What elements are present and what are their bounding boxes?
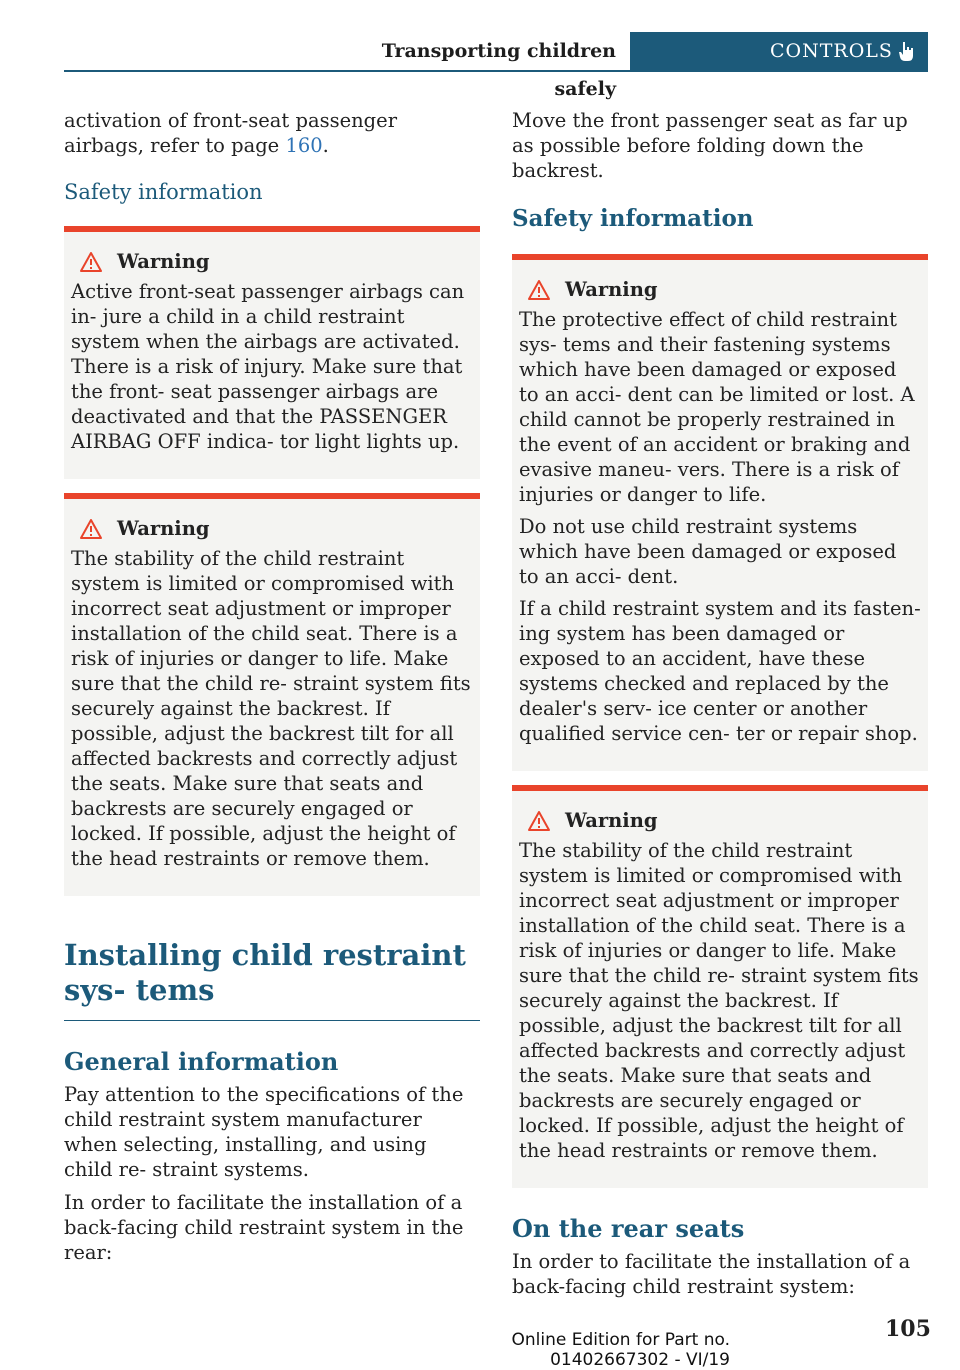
hand-icon bbox=[896, 40, 916, 62]
page-number: 105 bbox=[885, 1316, 931, 1342]
section-rule bbox=[64, 1020, 480, 1021]
warning-title-label: Warning bbox=[565, 278, 658, 301]
warning-title-label: Warning bbox=[565, 809, 658, 832]
header-controls-label: CONTROLS bbox=[770, 40, 893, 62]
warning-triangle-icon bbox=[527, 279, 551, 301]
warning-triangle-icon bbox=[79, 518, 103, 540]
warning-text: The stability of the child restraint system is limited or compromised with incorrect seat adjustment or improper installation of the child seat. There is a risk of injuries or danger to life. Make sure that the child re‐ straint system fits securely against the backrest. If possible, adjust the backrest tilt for all affected backrests and correctly adjust the seats. Make sure that seats and backrests are securely engaged or locked. If possible, adjust the height of the head restraints or remove them. bbox=[71, 547, 471, 870]
warning-box bbox=[64, 493, 480, 896]
section-heading: Installing child restraint sys‐ tems bbox=[64, 938, 466, 1007]
warning-title-label: Warning bbox=[117, 250, 210, 273]
warning-box bbox=[64, 226, 480, 479]
intro-paragraph bbox=[64, 108, 480, 158]
warning-triangle-icon bbox=[79, 251, 103, 273]
warning-title-label: Warning bbox=[117, 517, 210, 540]
left-column bbox=[64, 108, 480, 1273]
warning-box bbox=[512, 254, 928, 771]
warning-title bbox=[519, 809, 922, 832]
safety-heading: Safety information bbox=[512, 205, 754, 232]
warning-triangle-icon bbox=[527, 810, 551, 832]
right-column bbox=[512, 108, 928, 1307]
warning-title bbox=[71, 517, 474, 540]
warning-text-2: Do not use child restraint systems which have been damaged or exposed to an acci‐ dent. bbox=[519, 515, 897, 588]
warning-text-1: The protective effect of child restraint sys‐ tems and their fastening systems which have been damaged or exposed to an acci‐ dent can be limited or lost. A child cannot be properly restrained in the event of an accident or braking and evasive maneu‐ vers. There is a risk of injuries or danger to life. bbox=[519, 308, 915, 506]
warning-text: The stability of the child restraint system is limited or compromised with incorrect seat adjustment or improper installation of the child seat. There is a risk of injuries or danger to life. Make sure that the child re‐ straint system fits securely against the backrest. If possible, adjust the backrest tilt for all affected backrests and correctly adjust the seats. Make sure that seats and backrests are securely engaged or locked. If possible, adjust the height of the head restraints or remove them. bbox=[519, 839, 919, 1162]
rear-seats-heading: On the rear seats bbox=[512, 1214, 745, 1243]
rear-seats-paragraph: In order to facilitate the installation of a back-facing child restraint system: bbox=[512, 1250, 911, 1298]
page-reference-link[interactable]: 160 bbox=[285, 134, 323, 157]
general-paragraph-1: Pay attention to the specifications of the child restraint system manufacturer when selecting, installing, and using child re‐ straint systems. bbox=[64, 1083, 464, 1181]
header-controls-tab bbox=[630, 32, 928, 70]
warning-text-3: If a child restraint system and its fasten‐ ing system has been damaged or exposed to an accident, have these systems checked and replaced by the dealer's serv‐ ice center or another qualified service cen‐ ter or repair shop. bbox=[519, 597, 921, 745]
intro-paragraph: Move the front passenger seat as far up as possible before folding down the backrest. bbox=[512, 109, 908, 182]
footer-edition: Online Edition for Part no. 01402667302 - VI/19 bbox=[511, 1330, 730, 1370]
safety-heading: Safety information bbox=[64, 180, 263, 204]
general-info-heading: General information bbox=[64, 1047, 339, 1076]
warning-title bbox=[71, 250, 474, 273]
header-rule bbox=[64, 70, 928, 72]
warning-title bbox=[519, 278, 922, 301]
header-section-title: Transporting children safely bbox=[381, 40, 616, 100]
warning-text: Active front-seat passenger airbags can in‐ jure a child in a child restraint system when the airbags are activated. There is a risk of injury. Make sure that the front- seat passenger airbags are deactivated and that the PASSENGER AIRBAG OFF indica‐ tor light lights up. bbox=[71, 280, 465, 453]
intro-text: activation of front-seat passenger airbags, refer to page bbox=[64, 109, 398, 157]
general-paragraph-2: In order to facilitate the installation of a back-facing child restraint system in the rear: bbox=[64, 1191, 464, 1264]
warning-box bbox=[512, 785, 928, 1188]
intro-end: . bbox=[322, 134, 329, 157]
